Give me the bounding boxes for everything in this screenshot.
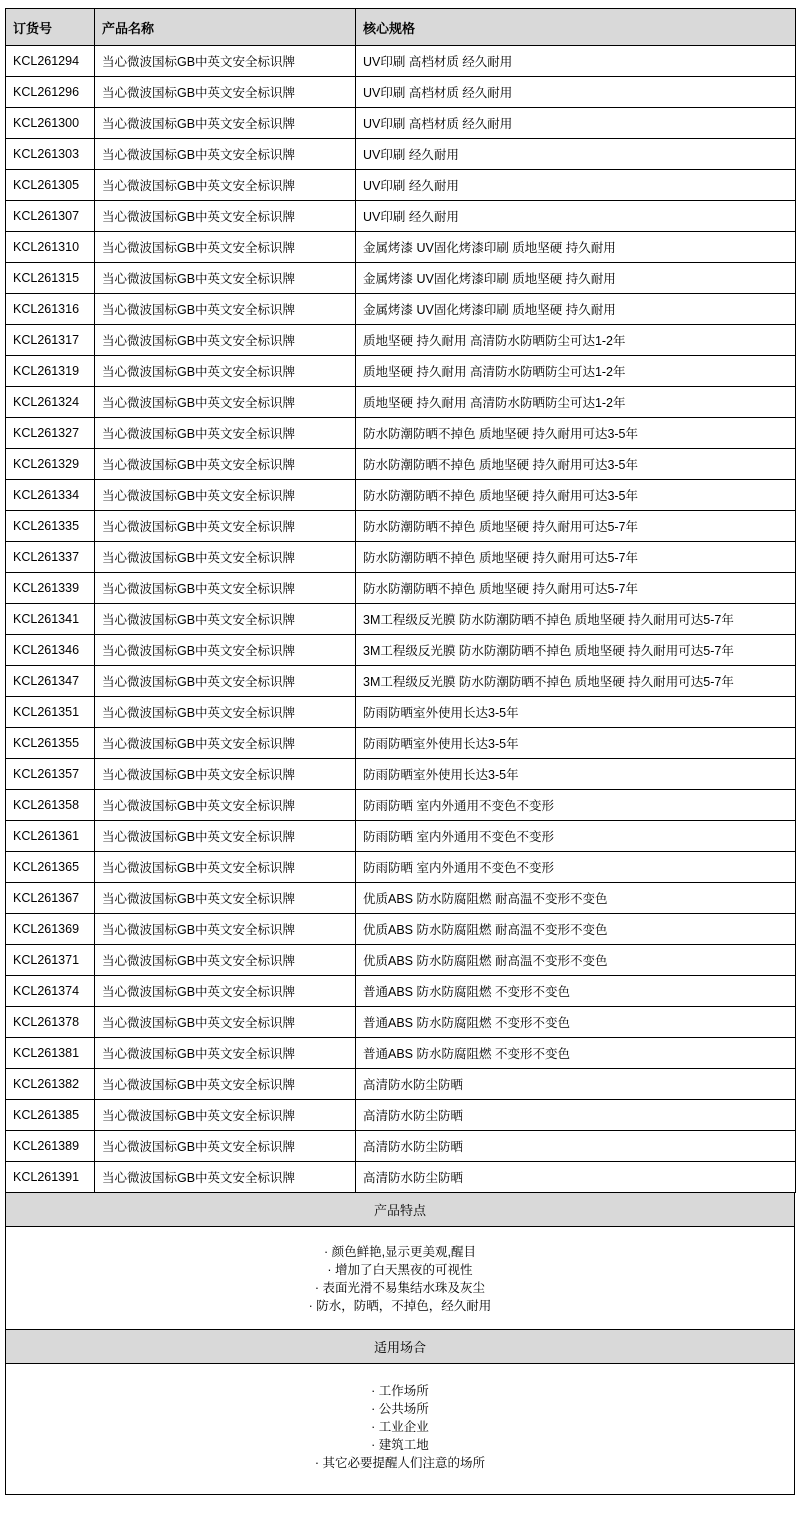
core-spec-cell: 优质ABS 防水防腐阻燃 耐高温不变形不变色 <box>356 914 796 945</box>
core-spec-cell: 高清防水防尘防晒 <box>356 1100 796 1131</box>
core-spec-cell: 3M工程级反光膜 防水防潮防晒不掉色 质地坚硬 持久耐用可达5-7年 <box>356 604 796 635</box>
product-name-cell: 当心微波国标GB中英文安全标识牌 <box>95 77 356 108</box>
table-row <box>6 1038 796 1069</box>
order-number-cell: KCL261317 <box>6 325 95 356</box>
core-spec-cell: 防雨防晒 室内外通用不变色不变形 <box>356 852 796 883</box>
table-row <box>6 46 796 77</box>
table-row <box>6 139 796 170</box>
order-number-cell: KCL261307 <box>6 201 95 232</box>
core-spec-cell: 普通ABS 防水防腐阻燃 不变形不变色 <box>356 1007 796 1038</box>
table-row <box>6 511 796 542</box>
product-name-cell: 当心微波国标GB中英文安全标识牌 <box>95 1131 356 1162</box>
core-spec-cell: 金属烤漆 UV固化烤漆印刷 质地坚硬 持久耐用 <box>356 232 796 263</box>
column-header-core-spec: 核心规格 <box>356 9 796 46</box>
order-number-cell: KCL261296 <box>6 77 95 108</box>
bullet-item: · 防水，防晒，不掉色，经久耐用 <box>308 1299 492 1313</box>
bullet-item: · 工作场所 <box>371 1384 429 1398</box>
product-name-cell: 当心微波国标GB中英文安全标识牌 <box>95 325 356 356</box>
core-spec-cell: 3M工程级反光膜 防水防潮防晒不掉色 质地坚硬 持久耐用可达5-7年 <box>356 666 796 697</box>
occasions-list <box>5 1363 795 1495</box>
order-number-cell: KCL261337 <box>6 542 95 573</box>
product-name-cell: 当心微波国标GB中英文安全标识牌 <box>95 604 356 635</box>
table-row <box>6 666 796 697</box>
core-spec-cell: 金属烤漆 UV固化烤漆印刷 质地坚硬 持久耐用 <box>356 294 796 325</box>
product-name-cell: 当心微波国标GB中英文安全标识牌 <box>95 356 356 387</box>
bullet-item: · 增加了白天黑夜的可视性 <box>327 1263 473 1277</box>
core-spec-cell: 防雨防晒 室内外通用不变色不变形 <box>356 790 796 821</box>
order-number-cell: KCL261374 <box>6 976 95 1007</box>
table-row <box>6 449 796 480</box>
table-row <box>6 914 796 945</box>
order-number-cell: KCL261367 <box>6 883 95 914</box>
core-spec-cell: 普通ABS 防水防腐阻燃 不变形不变色 <box>356 976 796 1007</box>
occasions-section-title: 适用场合 <box>373 1340 426 1355</box>
core-spec-cell: 防水防潮防晒不掉色 质地坚硬 持久耐用可达3-5年 <box>356 418 796 449</box>
product-name-cell: 当心微波国标GB中英文安全标识牌 <box>95 387 356 418</box>
table-row <box>6 759 796 790</box>
product-name-cell: 当心微波国标GB中英文安全标识牌 <box>95 449 356 480</box>
order-number-cell: KCL261335 <box>6 511 95 542</box>
core-spec-cell: UV印刷 经久耐用 <box>356 170 796 201</box>
core-spec-cell: 防雨防晒室外使用长达3-5年 <box>356 728 796 759</box>
order-number-cell: KCL261310 <box>6 232 95 263</box>
column-header-order-number: 订货号 <box>6 9 95 46</box>
product-name-cell: 当心微波国标GB中英文安全标识牌 <box>95 170 356 201</box>
core-spec-cell: 防雨防晒 室内外通用不变色不变形 <box>356 821 796 852</box>
order-number-cell: KCL261382 <box>6 1069 95 1100</box>
core-spec-cell: UV印刷 经久耐用 <box>356 201 796 232</box>
table-row <box>6 852 796 883</box>
product-name-cell: 当心微波国标GB中英文安全标识牌 <box>95 759 356 790</box>
product-name-cell: 当心微波国标GB中英文安全标识牌 <box>95 945 356 976</box>
column-header-product-name: 产品名称 <box>95 9 356 46</box>
order-number-cell: KCL261319 <box>6 356 95 387</box>
table-row <box>6 418 796 449</box>
product-name-cell: 当心微波国标GB中英文安全标识牌 <box>95 1007 356 1038</box>
table-row <box>6 945 796 976</box>
core-spec-cell: 高清防水防尘防晒 <box>356 1131 796 1162</box>
product-name-cell: 当心微波国标GB中英文安全标识牌 <box>95 1069 356 1100</box>
bullet-item: · 公共场所 <box>371 1402 429 1416</box>
order-number-cell: KCL261300 <box>6 108 95 139</box>
product-name-cell: 当心微波国标GB中英文安全标识牌 <box>95 480 356 511</box>
order-number-cell: KCL261391 <box>6 1162 95 1193</box>
table-row <box>6 170 796 201</box>
core-spec-cell: UV印刷 高档材质 经久耐用 <box>356 46 796 77</box>
order-number-cell: KCL261351 <box>6 697 95 728</box>
table-row <box>6 604 796 635</box>
product-table-body <box>6 46 796 1193</box>
core-spec-cell: 普通ABS 防水防腐阻燃 不变形不变色 <box>356 1038 796 1069</box>
table-row <box>6 356 796 387</box>
bullet-item: · 工业企业 <box>371 1420 429 1434</box>
product-name-cell: 当心微波国标GB中英文安全标识牌 <box>95 1038 356 1069</box>
table-row <box>6 790 796 821</box>
order-number-cell: KCL261381 <box>6 1038 95 1069</box>
core-spec-cell: UV印刷 高档材质 经久耐用 <box>356 108 796 139</box>
order-number-cell: KCL261334 <box>6 480 95 511</box>
product-name-cell: 当心微波国标GB中英文安全标识牌 <box>95 139 356 170</box>
product-name-cell: 当心微波国标GB中英文安全标识牌 <box>95 790 356 821</box>
bullet-item: · 颜色鲜艳,显示更美观,醒目 <box>323 1245 477 1259</box>
product-name-cell: 当心微波国标GB中英文安全标识牌 <box>95 697 356 728</box>
order-number-cell: KCL261316 <box>6 294 95 325</box>
core-spec-cell: 防雨防晒室外使用长达3-5年 <box>356 759 796 790</box>
order-number-cell: KCL261341 <box>6 604 95 635</box>
order-number-cell: KCL261365 <box>6 852 95 883</box>
order-number-cell: KCL261385 <box>6 1100 95 1131</box>
table-row <box>6 325 796 356</box>
product-name-cell: 当心微波国标GB中英文安全标识牌 <box>95 883 356 914</box>
product-name-cell: 当心微波国标GB中英文安全标识牌 <box>95 852 356 883</box>
order-number-cell: KCL261294 <box>6 46 95 77</box>
core-spec-cell: 优质ABS 防水防腐阻燃 耐高温不变形不变色 <box>356 883 796 914</box>
core-spec-cell: 优质ABS 防水防腐阻燃 耐高温不变形不变色 <box>356 945 796 976</box>
table-row <box>6 883 796 914</box>
core-spec-cell: UV印刷 高档材质 经久耐用 <box>356 77 796 108</box>
bullet-item: · 表面光滑不易集结水珠及灰尘 <box>314 1281 486 1295</box>
table-row <box>6 1131 796 1162</box>
product-name-cell: 当心微波国标GB中英文安全标识牌 <box>95 821 356 852</box>
bullet-item: · 其它必要提醒人们注意的场所 <box>314 1456 486 1470</box>
table-row <box>6 976 796 1007</box>
product-name-cell: 当心微波国标GB中英文安全标识牌 <box>95 201 356 232</box>
core-spec-cell: 质地坚硬 持久耐用 高清防水防晒防尘可达1-2年 <box>356 387 796 418</box>
features-list <box>5 1226 795 1330</box>
product-name-cell: 当心微波国标GB中英文安全标识牌 <box>95 573 356 604</box>
core-spec-cell: 质地坚硬 持久耐用 高清防水防晒防尘可达1-2年 <box>356 325 796 356</box>
table-row <box>6 294 796 325</box>
order-number-cell: KCL261303 <box>6 139 95 170</box>
product-name-cell: 当心微波国标GB中英文安全标识牌 <box>95 728 356 759</box>
product-name-cell: 当心微波国标GB中英文安全标识牌 <box>95 108 356 139</box>
core-spec-cell: UV印刷 经久耐用 <box>356 139 796 170</box>
order-number-cell: KCL261358 <box>6 790 95 821</box>
table-row <box>6 1007 796 1038</box>
product-name-cell: 当心微波国标GB中英文安全标识牌 <box>95 511 356 542</box>
product-name-cell: 当心微波国标GB中英文安全标识牌 <box>95 418 356 449</box>
table-row <box>6 697 796 728</box>
table-row <box>6 1069 796 1100</box>
table-header-row <box>6 9 796 46</box>
product-name-cell: 当心微波国标GB中英文安全标识牌 <box>95 294 356 325</box>
product-name-cell: 当心微波国标GB中英文安全标识牌 <box>95 914 356 945</box>
order-number-cell: KCL261346 <box>6 635 95 666</box>
order-number-cell: KCL261324 <box>6 387 95 418</box>
product-name-cell: 当心微波国标GB中英文安全标识牌 <box>95 1162 356 1193</box>
product-name-cell: 当心微波国标GB中英文安全标识牌 <box>95 232 356 263</box>
order-number-cell: KCL261315 <box>6 263 95 294</box>
order-number-cell: KCL261339 <box>6 573 95 604</box>
core-spec-cell: 高清防水防尘防晒 <box>356 1069 796 1100</box>
table-row <box>6 728 796 759</box>
table-row <box>6 480 796 511</box>
core-spec-cell: 防水防潮防晒不掉色 质地坚硬 持久耐用可达3-5年 <box>356 480 796 511</box>
product-name-cell: 当心微波国标GB中英文安全标识牌 <box>95 666 356 697</box>
core-spec-cell: 防水防潮防晒不掉色 质地坚硬 持久耐用可达5-7年 <box>356 511 796 542</box>
core-spec-cell: 防水防潮防晒不掉色 质地坚硬 持久耐用可达3-5年 <box>356 449 796 480</box>
table-row <box>6 635 796 666</box>
order-number-cell: KCL261371 <box>6 945 95 976</box>
product-name-cell: 当心微波国标GB中英文安全标识牌 <box>95 635 356 666</box>
order-number-cell: KCL261305 <box>6 170 95 201</box>
order-number-cell: KCL261378 <box>6 1007 95 1038</box>
core-spec-cell: 3M工程级反光膜 防水防潮防晒不掉色 质地坚硬 持久耐用可达5-7年 <box>356 635 796 666</box>
core-spec-cell: 防水防潮防晒不掉色 质地坚硬 持久耐用可达5-7年 <box>356 542 796 573</box>
order-number-cell: KCL261357 <box>6 759 95 790</box>
order-number-cell: KCL261389 <box>6 1131 95 1162</box>
table-row <box>6 263 796 294</box>
product-name-cell: 当心微波国标GB中英文安全标识牌 <box>95 1100 356 1131</box>
order-number-cell: KCL261327 <box>6 418 95 449</box>
core-spec-cell: 质地坚硬 持久耐用 高清防水防晒防尘可达1-2年 <box>356 356 796 387</box>
product-spec-table <box>5 8 796 1193</box>
features-section-title: 产品特点 <box>373 1203 426 1218</box>
order-number-cell: KCL261329 <box>6 449 95 480</box>
product-name-cell: 当心微波国标GB中英文安全标识牌 <box>95 46 356 77</box>
core-spec-cell: 防雨防晒室外使用长达3-5年 <box>356 697 796 728</box>
table-row <box>6 77 796 108</box>
table-row <box>6 1100 796 1131</box>
table-row <box>6 573 796 604</box>
table-row <box>6 201 796 232</box>
product-name-cell: 当心微波国标GB中英文安全标识牌 <box>95 976 356 1007</box>
table-row <box>6 232 796 263</box>
core-spec-cell: 金属烤漆 UV固化烤漆印刷 质地坚硬 持久耐用 <box>356 263 796 294</box>
bullet-item: · 建筑工地 <box>371 1438 429 1452</box>
order-number-cell: KCL261347 <box>6 666 95 697</box>
product-name-cell: 当心微波国标GB中英文安全标识牌 <box>95 263 356 294</box>
table-row <box>6 542 796 573</box>
product-name-cell: 当心微波国标GB中英文安全标识牌 <box>95 542 356 573</box>
table-row <box>6 387 796 418</box>
core-spec-cell: 高清防水防尘防晒 <box>356 1162 796 1193</box>
table-row <box>6 108 796 139</box>
table-row <box>6 1162 796 1193</box>
order-number-cell: KCL261361 <box>6 821 95 852</box>
features-section-header <box>5 1192 795 1227</box>
order-number-cell: KCL261369 <box>6 914 95 945</box>
core-spec-cell: 防水防潮防晒不掉色 质地坚硬 持久耐用可达5-7年 <box>356 573 796 604</box>
occasions-section-header <box>5 1329 795 1364</box>
table-row <box>6 821 796 852</box>
order-number-cell: KCL261355 <box>6 728 95 759</box>
